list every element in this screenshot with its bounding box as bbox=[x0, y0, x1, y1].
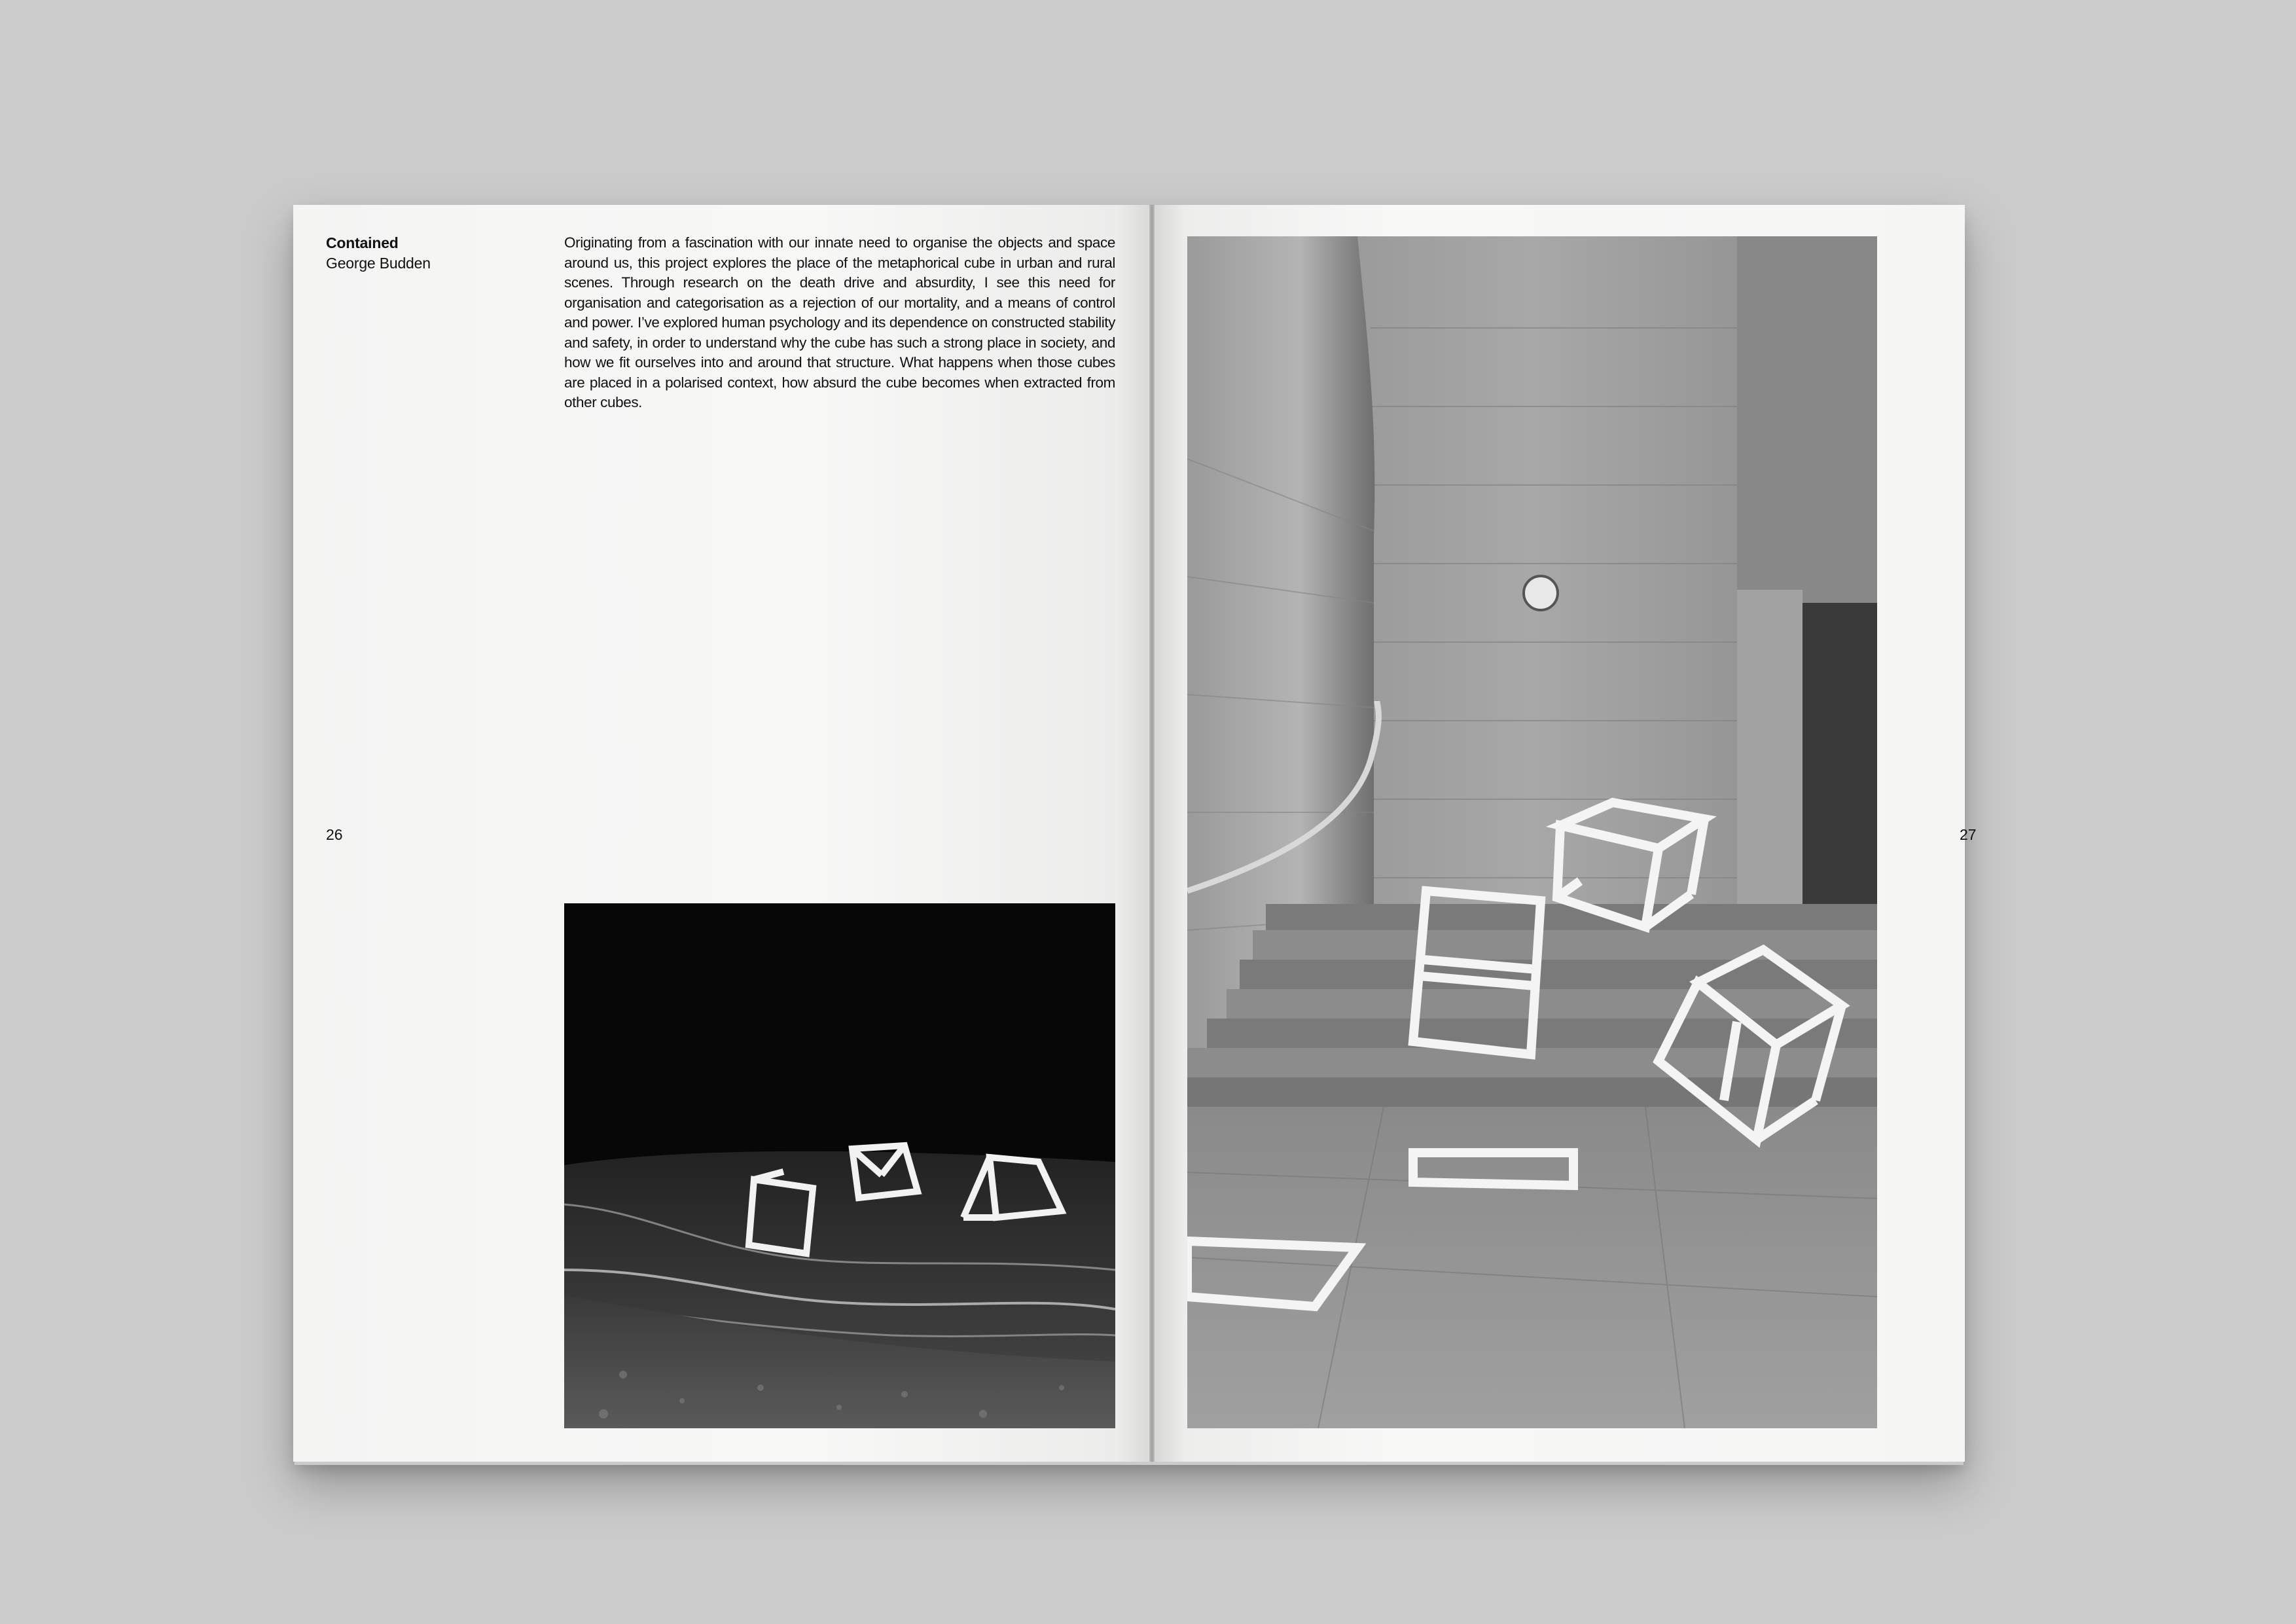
article-author: George Budden bbox=[326, 255, 431, 272]
stairs-cubes-photo bbox=[1187, 236, 1877, 1428]
article-body: Originating from a fascination with our innate need to organise the objects and space around us, this project explores the place of the metaphorical cube in urban and rural scenes. Through research on the death drive and absurdity, I see this need for organisation and categorisation as a rejection of our mortality, and a means of control and power. I’ve explored human psychology and its dependence on constructed stability and safety, in order to understand why the cube has such a strong place in society, and how we fit ourselves into and around that structure. What happens when those cubes are placed in a polarised context, how absurd the cube becomes when extracted from other cubes. bbox=[564, 234, 1115, 410]
article-title: Contained bbox=[326, 234, 399, 251]
page-number-right: 27 bbox=[1960, 826, 1977, 843]
page-number-left: 26 bbox=[326, 826, 343, 843]
sea-cubes-photo bbox=[564, 903, 1115, 1428]
spine-gutter bbox=[1149, 205, 1155, 1462]
